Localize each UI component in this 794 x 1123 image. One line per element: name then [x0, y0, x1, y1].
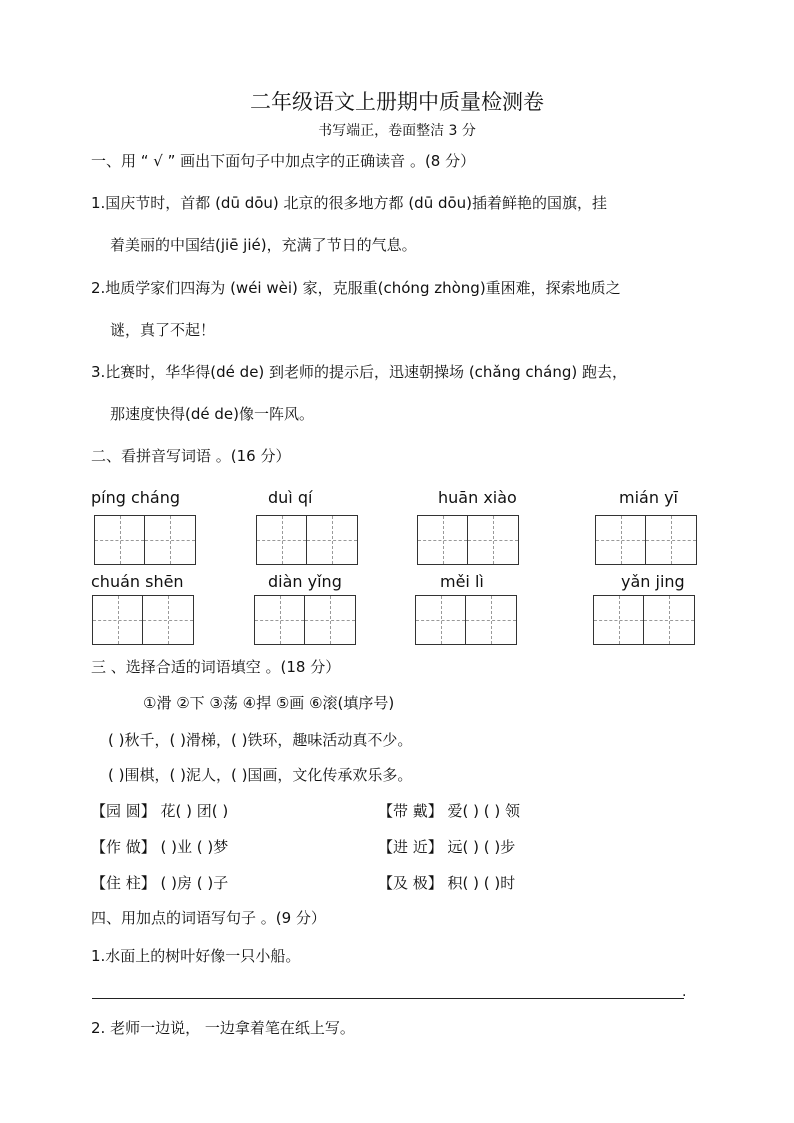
word-choice-item: 【住 柱】 ( )房 ( )子: [91, 874, 229, 892]
writing-grid[interactable]: [92, 595, 194, 645]
word-choice-item: 【作 做】 ( )业 ( )梦: [91, 838, 229, 856]
writing-grid[interactable]: [256, 515, 358, 565]
section2-heading: 二、看拼音写词语 。(16 分）: [91, 447, 291, 465]
answer-line[interactable]: [92, 998, 684, 999]
fill-blank-line: ( )秋千，( )滑梯，( )铁环，趣味活动真不少。: [108, 731, 413, 749]
pinyin-label: chuán shēn: [91, 572, 184, 591]
fill-blank-line: ( )围棋，( )泥人，( )国画，文化传承欢乐多。: [108, 766, 413, 784]
q2-line1: 2.地质学家们四海为 (wéi wèi) 家，克服重(chóng zhòng)重困难，探索地质之: [91, 279, 621, 297]
pinyin-label: yǎn jing: [621, 572, 685, 591]
writing-grid[interactable]: [593, 595, 695, 645]
sentence-prompt: 1.水面上的树叶好像一只小船。: [91, 947, 301, 965]
q2-line2: 谜，真了不起！: [110, 321, 216, 339]
writing-grid[interactable]: [254, 595, 356, 645]
sentence-prompt: 2. 老师一边说， 一边拿着笔在纸上写。: [91, 1019, 355, 1037]
q1-line2: 着美丽的中国结(jiē jié)，充满了节日的气息。: [110, 236, 417, 254]
page-title: 二年级语文上册期中质量检测卷: [250, 90, 544, 114]
pinyin-label: diàn yǐng: [268, 572, 342, 591]
writing-grid[interactable]: [415, 595, 517, 645]
pinyin-label: měi lì: [440, 572, 484, 591]
pinyin-label: píng cháng: [91, 488, 181, 507]
word-choice-item: 【进 近】 远( ) ( )步: [378, 838, 516, 856]
q3-line2: 那速度快得(dé de)像一阵风。: [110, 405, 314, 423]
word-choice-item: 【及 极】 积( ) ( )时: [378, 874, 516, 892]
section1-heading: 一、用 “ √ ” 画出下面句子中加点字的正确读音 。(8 分）: [91, 152, 476, 170]
q1-line1: 1.国庆节时，首都 (dū dōu) 北京的很多地方都 (dū dōu)插着鲜艳的国旗，挂: [91, 194, 608, 212]
section4-heading: 四、用加点的词语写句子 。(9 分）: [91, 909, 326, 927]
options-list: ①滑 ②下 ③荡 ④捍 ⑤画 ⑥滚(填序号): [143, 694, 395, 712]
word-choice-item: 【带 戴】 爱( ) ( ) 领: [378, 802, 521, 820]
writing-grid[interactable]: [595, 515, 697, 565]
answer-line-period: .: [682, 984, 687, 1000]
writing-grid[interactable]: [94, 515, 196, 565]
pinyin-label: duì qí: [268, 488, 313, 507]
section3-heading: 三 、选择合适的词语填空 。(18 分）: [91, 658, 341, 676]
pinyin-label: mián yī: [619, 488, 678, 507]
pinyin-label: huān xiào: [438, 488, 517, 507]
page-subtitle: 书写端正，卷面整洁 3 分: [318, 123, 476, 139]
q3-line1: 3.比赛时，华华得(dé de) 到老师的提示后，迅速朝操场 (chǎng cháng) 跑去，: [91, 363, 628, 381]
word-choice-item: 【园 圆】 花( ) 团( ): [91, 802, 229, 820]
writing-grid[interactable]: [417, 515, 519, 565]
